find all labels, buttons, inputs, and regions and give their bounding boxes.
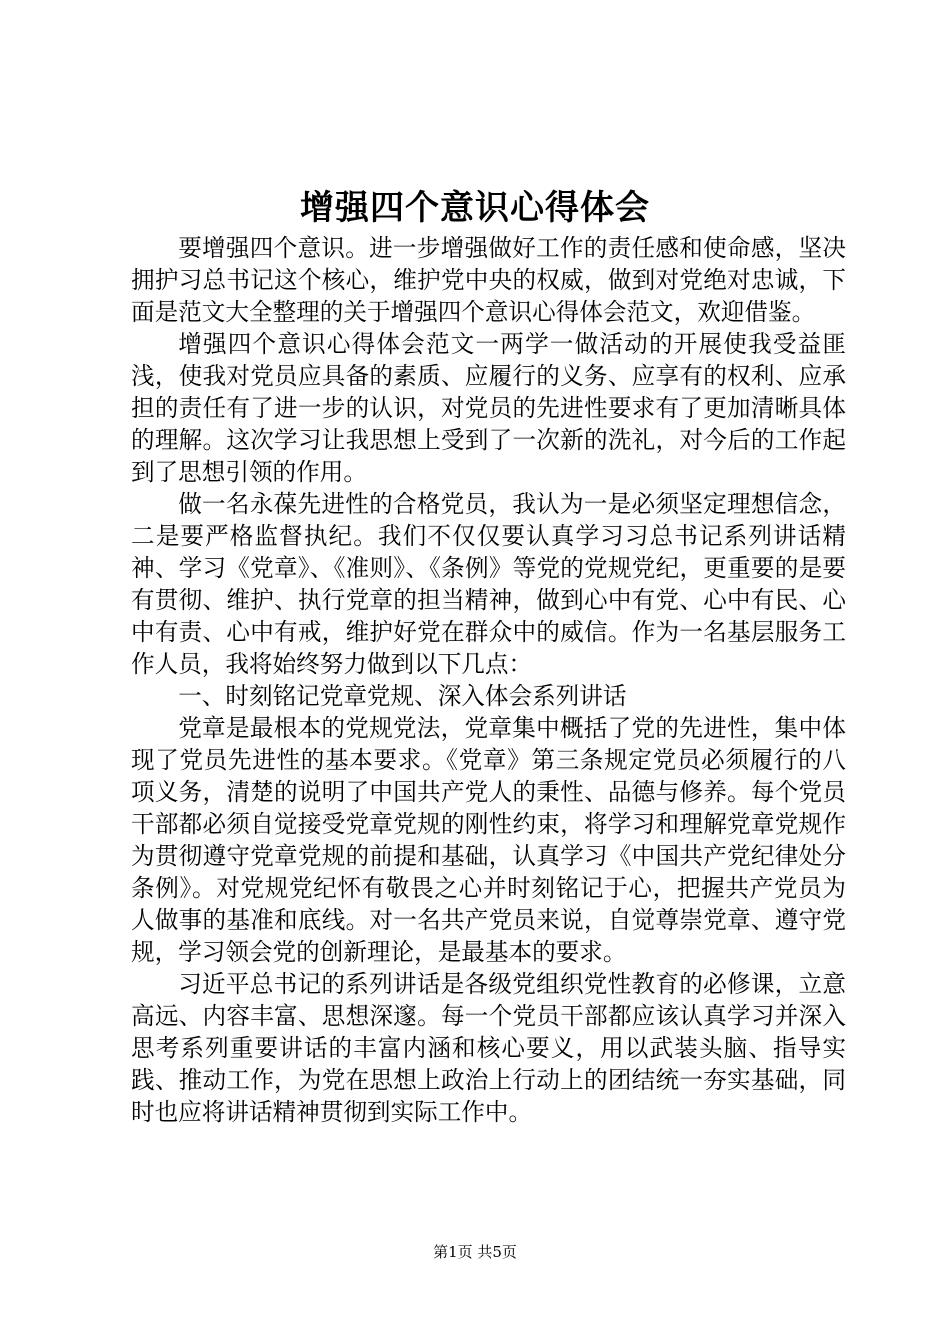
- page-title: 增强四个意识心得体会: [300, 188, 650, 228]
- paragraph-party-constitution: 党章是最根本的党规党法，党章集中概括了党的先进性，集中体现了党员先进性的基本要求。《党章》第三条规定党员必须履行的八项义务，清楚的说明了中国共产党人的秉性、品德与修养。每个党员干部都必须自觉接受党章党规的刚性约束，将学习和理解党章党规作为贯彻遵守党章党规的前提和基础，认真学习《中国共产党纪律处分条例》。对党规党纪怀有敬畏之心并时刻铭记于心，把握共产党员为人做事的基准和底线。对一名共产党员来说，自觉尊崇党章、遵守党规，学习领会党的创新理论，是最基本的要求。: [131, 714, 846, 966]
- document-body: [131, 232, 846, 1128]
- section-heading-one: 一、时刻铭记党章党规、深入体会系列讲话: [178, 682, 627, 710]
- paragraph-essay-one: 增强四个意识心得体会范文一两学一做活动的开展使我受益匪浅，使我对党员应具备的素质、应履行的义务、应享有的权利、应承担的责任有了进一步的认识，对党员的先进性要求有了更加清晰具体的理解。这次学习让我思想上受到了一次新的洗礼，对今后的工作起到了思想引领的作用。: [131, 330, 846, 486]
- paragraph-series-speeches: 习近平总书记的系列讲话是各级党组织党性教育的必修课，立意高远、内容丰富、思想深邃。每一个党员干部都应该认真学习并深入思考系列重要讲话的丰富内涵和核心要义，用以武装头脑、指导实践、推动工作，为党在思想上政治上行动上的团结统一夯实基础，同时也应将讲话精神贯彻到实际工作中。: [131, 970, 846, 1126]
- page-number-footer: 第1页 共5页: [433, 1243, 517, 1261]
- paragraph-qualified-member: 做一名永葆先进性的合格党员，我认为一是必须坚定理想信念，二是要严格监督执纪。我们不仅仅要认真学习习总书记系列讲话精神、学习《党章》、《准则》、《条例》等党的党规党纪，更重要的是要有贯彻、维护、执行党章的担当精神，做到心中有党、心中有民、心中有责、心中有戒，维护好党在群众中的威信。作为一名基层服务工作人员，我将始终努力做到以下几点：: [131, 490, 846, 678]
- paragraph-intro: 要增强四个意识。进一步增强做好工作的责任感和使命感，坚决拥护习总书记这个核心，维护党中央的权威，做到对党绝对忠诚，下面是范文大全整理的关于增强四个意识心得体会范文，欢迎借鉴。: [131, 234, 846, 326]
